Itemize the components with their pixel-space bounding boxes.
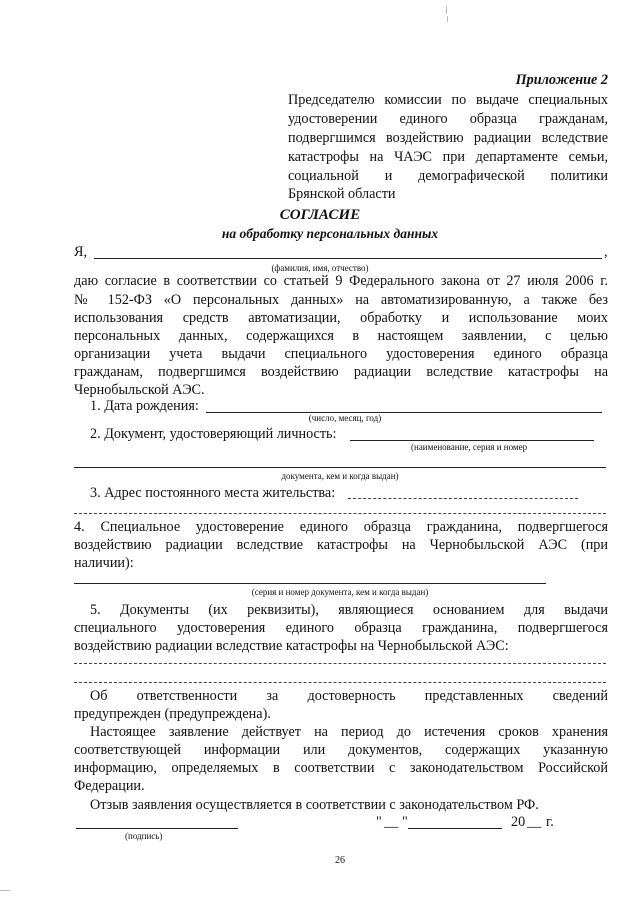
certificate-field-line[interactable]: [74, 583, 546, 584]
consent-line: гражданам, подвергшимся воздействию радиации вследствие катастрофы на: [74, 364, 608, 380]
signature-hint: (подпись): [125, 831, 163, 841]
document-subtitle: на обработку персональных данных: [221, 226, 439, 241]
date-close-quote: ": [402, 814, 408, 830]
birth-date-label: 1. Дата рождения:: [90, 398, 199, 414]
recipient-line: Председателю комиссии по выдаче специальных: [288, 92, 608, 108]
recipient-line: социальной и демографической политики: [288, 168, 608, 184]
scan-mark: [446, 6, 447, 14]
responsibility-text: Об ответственности за достоверность представленных сведений: [90, 688, 608, 704]
identity-doc-label: 2. Документ, удостоверяющий личность:: [90, 426, 337, 442]
identity-doc-field-line-2[interactable]: [74, 467, 606, 468]
document-title: СОГЛАСИЕ: [279, 207, 361, 223]
certificate-text: наличии):: [74, 555, 134, 571]
date-year-prefix: 20: [511, 814, 526, 830]
signature-field-line[interactable]: [76, 828, 238, 829]
recipient-line: катастрофы на ЧАЭС при департаменте семьи,: [288, 149, 608, 165]
consent-line: персональных данных, содержащихся в настоящем заявлении, с целью: [74, 328, 608, 344]
validity-text: соответствующей информации или документов, содержащих указанную: [74, 742, 608, 758]
certificate-hint: (серия и номер документа, кем и когда выдан): [251, 587, 429, 597]
grounds-text: 5. Документы (их реквизиты), являющиеся основанием для выдачи: [90, 602, 608, 618]
birth-date-hint: (число, месяц, год): [308, 413, 382, 423]
validity-text: информацию, определяемых в соответствии с законодательством Российской: [74, 760, 608, 776]
grounds-field-line-2[interactable]: [74, 682, 606, 683]
date-month-field-line[interactable]: [408, 828, 502, 829]
address-field-line[interactable]: [348, 498, 578, 499]
recipient-line: удостоверении единого образца гражданам,: [288, 111, 608, 127]
name-field-line[interactable]: [94, 258, 602, 259]
revocation-text: Отзыв заявления осуществляется в соответствии с законодательством РФ.: [90, 797, 539, 813]
responsibility-text: предупрежден (предупреждена).: [74, 706, 271, 722]
address-label: 3. Адрес постоянного места жительства:: [90, 485, 336, 501]
appendix-label: Приложение 2: [515, 72, 608, 88]
consent-line: использования средств автоматизации, обработку и использование моих: [74, 310, 608, 326]
consent-line: организации учета выдачи специального удостоверения единого образца: [74, 346, 608, 362]
name-suffix: ,: [604, 244, 608, 260]
scan-mark: [447, 16, 448, 22]
consent-line: Чернобыльской АЭС.: [74, 382, 205, 398]
validity-text: Настоящее заявление действует на период до истечения сроков хранения: [90, 724, 608, 740]
name-hint: (фамилия, имя, отчество): [271, 263, 369, 273]
name-prefix: Я,: [74, 244, 88, 260]
recipient-line: подвергшимся воздействию радиации вследствие: [288, 130, 608, 146]
identity-doc-hint: (наименование, серия и номер: [411, 442, 528, 452]
consent-line: даю согласие в соответствии со статьей 9 Федерального закона от 27 июля 2006 г.: [74, 273, 608, 289]
consent-line: № 152-ФЗ «О персональных данных» на автоматизированную, а также без: [74, 292, 608, 308]
page-number: 26: [335, 855, 345, 866]
identity-doc-field-line[interactable]: [350, 440, 594, 441]
date-year-suffix: г.: [546, 814, 554, 830]
validity-text: Федерации.: [74, 778, 145, 794]
scan-mark: [0, 890, 10, 891]
certificate-text: 4. Специальное удостоверение единого образца гражданина, подвергшегося: [74, 519, 608, 535]
grounds-field-line[interactable]: [74, 663, 606, 664]
certificate-text: воздействию радиации вследствие катастрофы на Чернобыльской АЭС (при: [74, 537, 608, 553]
date-year-field[interactable]: __: [527, 814, 542, 830]
grounds-text: воздействию радиации вследствие катастрофы на Чернобыльской АЭС:: [74, 638, 509, 654]
date-open-quote: ": [376, 814, 382, 830]
date-day-field[interactable]: __: [384, 814, 399, 830]
address-field-line-2[interactable]: [74, 513, 606, 514]
grounds-text: специального удостоверения единого образца гражданина, подвергшегося: [74, 620, 608, 636]
recipient-line: Брянской области: [288, 186, 396, 202]
identity-doc-hint-2: документа, кем и когда выдан): [281, 471, 399, 481]
